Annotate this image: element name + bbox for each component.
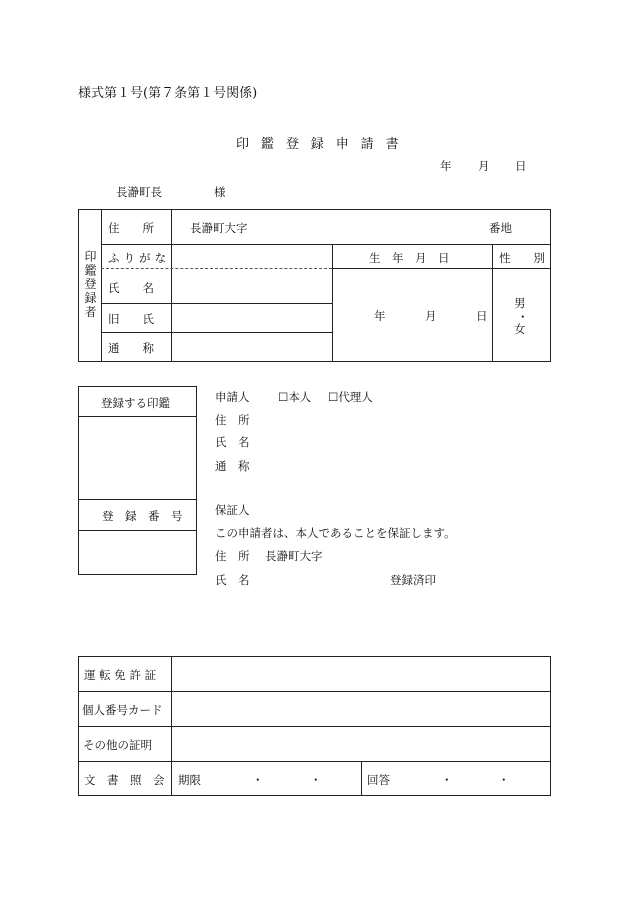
registered-seal-label: 登録する印鑑 bbox=[101, 396, 170, 410]
name-input[interactable] bbox=[172, 270, 331, 302]
address-input[interactable] bbox=[255, 214, 485, 238]
sex-separator: ・ bbox=[517, 310, 529, 324]
furigana-input[interactable] bbox=[172, 245, 331, 267]
my-number-card-input[interactable] bbox=[172, 692, 550, 725]
applicant-alias-label: 通 称 bbox=[215, 459, 250, 473]
former-name-input[interactable] bbox=[172, 304, 331, 331]
alias-label: 通 称 bbox=[108, 341, 154, 355]
guarantor-address-label: 住 所 bbox=[215, 549, 250, 563]
birth-year-label: 年 bbox=[374, 309, 386, 323]
drivers-license-label: 運 転 免 許 証 bbox=[84, 668, 157, 682]
guarantor-name-label: 氏 名 bbox=[215, 573, 250, 587]
alias-input[interactable] bbox=[172, 333, 331, 361]
applicant-address-label: 住 所 bbox=[215, 413, 250, 427]
reply-separator-2: ・ bbox=[498, 773, 510, 787]
date-month-label: 月 bbox=[478, 159, 490, 173]
registrant-side-label: 印鑑登録者 bbox=[83, 250, 97, 319]
deadline-label: 期限 bbox=[178, 773, 201, 787]
honorific: 様 bbox=[214, 185, 226, 199]
guarantor-label: 保証人 bbox=[215, 503, 250, 517]
name-label: 氏 名 bbox=[108, 281, 154, 295]
birth-month-label: 月 bbox=[425, 309, 437, 323]
furigana-label: ふりがな bbox=[108, 251, 171, 265]
registration-number-label: 登 録 番 号 bbox=[102, 509, 183, 523]
former-name-label: 旧 氏 bbox=[108, 312, 154, 326]
addressee: 長瀞町長 bbox=[116, 185, 162, 199]
document-inquiry-label: 文 書 照 会 bbox=[84, 773, 165, 787]
reply-separator-1: ・ bbox=[441, 773, 453, 787]
page-title: 印 鑑 登 録 申 請 書 bbox=[236, 137, 403, 152]
my-number-card-label: 個人番号カード bbox=[82, 703, 163, 717]
birth-date-label: 生 年 月 日 bbox=[369, 251, 450, 265]
applicant-label: 申請人 bbox=[215, 390, 250, 404]
reply-label: 回答 bbox=[367, 773, 390, 787]
banchi-label: 番地 bbox=[489, 221, 512, 235]
self-option-label: 本人 bbox=[288, 390, 312, 404]
deadline-separator-1: ・ bbox=[252, 773, 264, 787]
other-id-input[interactable] bbox=[172, 727, 550, 760]
applicant-name-label: 氏 名 bbox=[215, 435, 250, 449]
deadline-separator-2: ・ bbox=[310, 773, 322, 787]
date-day-label: 日 bbox=[515, 159, 527, 173]
sex-label: 性 別 bbox=[499, 251, 545, 265]
drivers-license-input[interactable] bbox=[172, 657, 550, 690]
address-label: 住 所 bbox=[108, 221, 154, 235]
address-prefix: 長瀞町大字 bbox=[190, 221, 248, 235]
guarantor-statement: この申請者は、本人であることを保証します。 bbox=[215, 526, 456, 540]
proxy-option-label: 代理人 bbox=[338, 390, 373, 404]
date-year-label: 年 bbox=[440, 159, 452, 173]
guarantor-seal-status: 登録済印 bbox=[390, 573, 436, 587]
other-id-label: その他の証明 bbox=[83, 738, 152, 752]
registration-number-input[interactable] bbox=[79, 531, 196, 574]
seal-impression-area[interactable] bbox=[79, 417, 196, 498]
form-number: 様式第１号(第７条第１号関係) bbox=[78, 86, 258, 101]
guarantor-address-value: 長瀞町大字 bbox=[265, 549, 323, 563]
sex-male-option[interactable]: 男 bbox=[514, 296, 526, 310]
proxy-option[interactable]: ☐代理人 bbox=[328, 390, 373, 404]
birth-day-label: 日 bbox=[476, 309, 488, 323]
sex-female-option[interactable]: 女 bbox=[514, 322, 526, 336]
self-option[interactable]: ☐本人 bbox=[278, 390, 312, 404]
